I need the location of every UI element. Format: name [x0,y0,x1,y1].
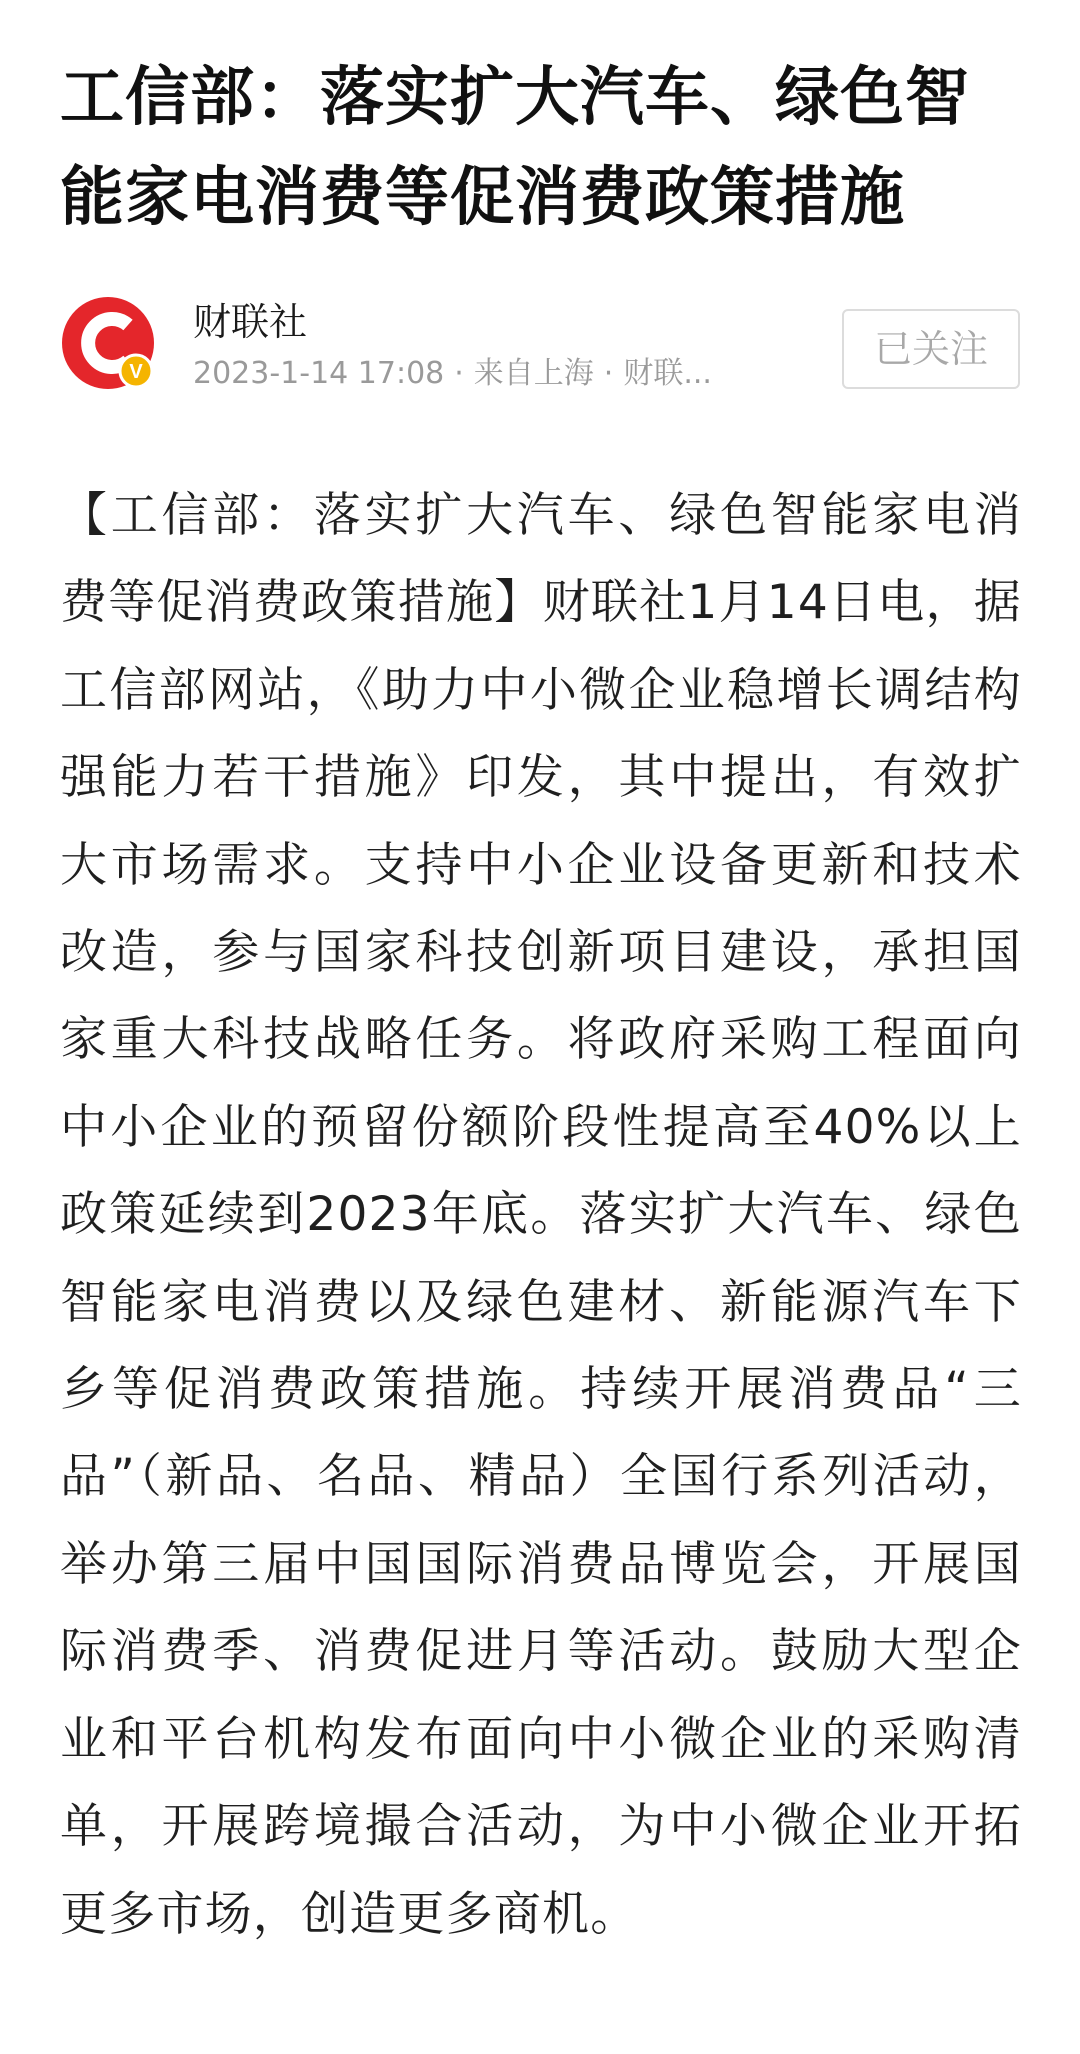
location-label: 来自上海 [473,356,594,391]
author-row [60,295,1020,405]
cls-logo-icon [60,295,156,391]
verified-v-icon [120,355,152,387]
follow-button[interactable]: 已关注 [842,309,1020,389]
avatar[interactable] [60,295,156,391]
article-title: 工信部：落实扩大汽车、绿色智能家电消费等促消费政策措施 [60,61,970,235]
article-meta [193,353,712,395]
author-name[interactable]: 财联社 [193,300,308,344]
publish-time: 2023-1-14 17:08 [193,356,445,391]
meta-separator: · [603,356,614,391]
article-body: 【工信部：落实扩大汽车、绿色智能家电消费等促消费政策措施】财联社1月14日电，据工信部网站，《助力中小微企业稳增长调结构强能力若干措施》印发，其中提出，有效扩大市场需求。支持中小企业设备更新和技术改造，参与国家科技创新项目建设，承担国家重大科技战略任务。将政府采购工程面向中小企业的预留份额阶段性提高至40%以上政策延续到2023年底。落实扩大汽车、绿色智能家电消费以及绿色建材、新能源汽车下乡等促消费政策措施。持续开展消费品“三品”（新品、名品、精品）全国行系列活动，举办第三届中国国际消费品博览会，开展国际消费季、消费促进月等活动。鼓励大型企业和平台机构发布面向中小微企业的采购清单，开展跨境撮合活动，为中小微企业开拓更多市场，创造更多商机。 [60,488,1022,1942]
source-label: 财联... [623,356,712,391]
svg-text:V: V [129,361,143,383]
meta-separator: · [454,356,464,391]
